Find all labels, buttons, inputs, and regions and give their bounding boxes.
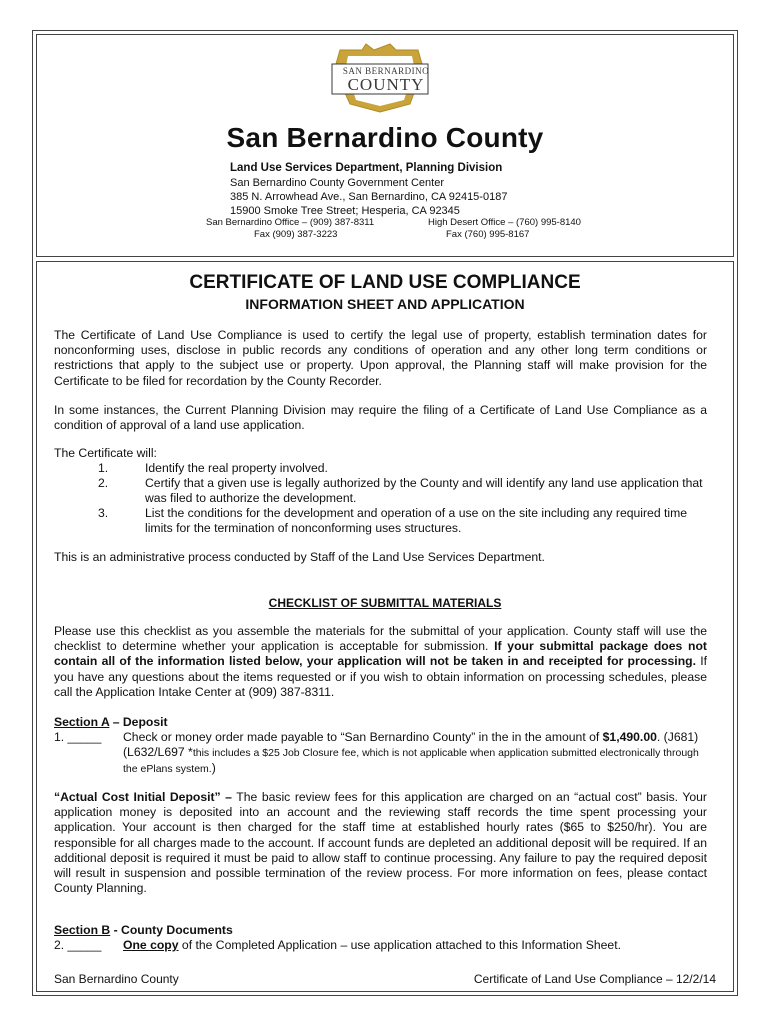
- instances-paragraph: In some instances, the Current Planning Division may require the filing of a Certificate of Land Use Compliance as a condition of approval of a land use application.: [54, 403, 707, 433]
- list-item-text: Certify that a given use is legally authorized by the County and will identify any land use application that was filed to authorize the development.: [145, 476, 703, 506]
- section-b-heading: Section B - County Documents: [54, 923, 233, 937]
- certificate-will-intro: The Certificate will:: [54, 446, 157, 460]
- logo-text-line2: COUNTY: [347, 75, 425, 94]
- hd-office-phone: High Desert Office – (760) 995-8140: [428, 217, 581, 228]
- list-item-number: 1.: [98, 461, 109, 475]
- hd-office-fax: Fax (760) 995-8167: [446, 229, 530, 240]
- list-item-text: Identify the real property involved.: [145, 461, 328, 475]
- list-item-number: 3.: [98, 506, 109, 520]
- item-1-text: Check or money order made payable to “San Bernardino County” in the in the amount of $1,490.00. (J681) (L632/L697 *this includes a $25 Job Closure fee, which is not applicable when application submitted electronically through the ePlans system.): [123, 730, 699, 776]
- item-1-number: 1. _____: [54, 730, 102, 744]
- document-subtitle: INFORMATION SHEET AND APPLICATION: [245, 296, 525, 312]
- checklist-title: CHECKLIST OF SUBMITTAL MATERIALS: [268, 596, 502, 610]
- department-name: Land Use Services Department, Planning Division: [230, 162, 503, 174]
- admin-paragraph: This is an administrative process conducted by Staff of the Land Use Services Department.: [54, 550, 545, 564]
- item-2-text: One copy of the Completed Application – use application attached to this Information Sheet.: [123, 938, 621, 952]
- sb-office-fax: Fax (909) 387-3223: [254, 229, 338, 240]
- address-line-1: San Bernardino County Government Center: [230, 177, 445, 189]
- checklist-intro: Please use this checklist as you assemble the materials for the submittal of your application. County staff will use the checklist to determine whether your application is acceptable for submission. If your submittal package does not contain all of the information listed below, your application will not be taken in and receipted for processing. If you have any questions about the items requested or if you wish to obtain information on processing schedules, please call the Application Intake Center at (909) 387-8311.: [54, 624, 707, 699]
- footer-right: Certificate of Land Use Compliance – 12/2/14: [473, 972, 716, 986]
- actual-cost-paragraph: “Actual Cost Initial Deposit” – The basic review fees for this application are charged on an “actual cost” basis. Your application money is deposited into an account and the reviewing staff records the time spent processing your application. Your account is then charged for the staff time at established hourly rates ($65 to $250/hr). You are responsible for all charges made to the account. If account funds are depleted an additional deposit will be required. If an additional deposit is required it must be paid to allow staff to continue processing. Any failure to pay the required deposit will result in suspension and possible termination of the review process. For more information on fees, please contact County Planning.: [54, 790, 707, 896]
- intro-paragraph: The Certificate of Land Use Compliance is used to certify the legal use of property, establish termination dates for nonconforming uses, disclose in public records any conditions of operation and any other long term conditions or restrictions that apply to the subject use or property. Upon approval, the Planning staff will make provision for the Certificate to be filed for recordation by the County Recorder.: [54, 328, 707, 388]
- footer-left: San Bernardino County: [54, 972, 179, 986]
- document-title: CERTIFICATE OF LAND USE COMPLIANCE: [189, 272, 581, 293]
- county-title: San Bernardino County: [226, 122, 544, 153]
- address-line-3: 15900 Smoke Tree Street; Hesperia, CA 92345: [230, 205, 460, 217]
- section-a-heading: Section A – Deposit: [54, 715, 168, 729]
- list-item-text: List the conditions for the development and operation of a use on the site including any required time limits for the termination of nonconforming uses structures.: [145, 506, 688, 536]
- item-2-number: 2. _____: [54, 938, 102, 952]
- list-item-number: 2.: [98, 476, 109, 490]
- address-line-2: 385 N. Arrowhead Ave., San Bernardino, CA 92415-0187: [230, 191, 508, 203]
- sb-office-phone: San Bernardino Office – (909) 387-8311: [206, 217, 375, 228]
- logo-text-line1: SAN BERNARDINO: [342, 66, 430, 76]
